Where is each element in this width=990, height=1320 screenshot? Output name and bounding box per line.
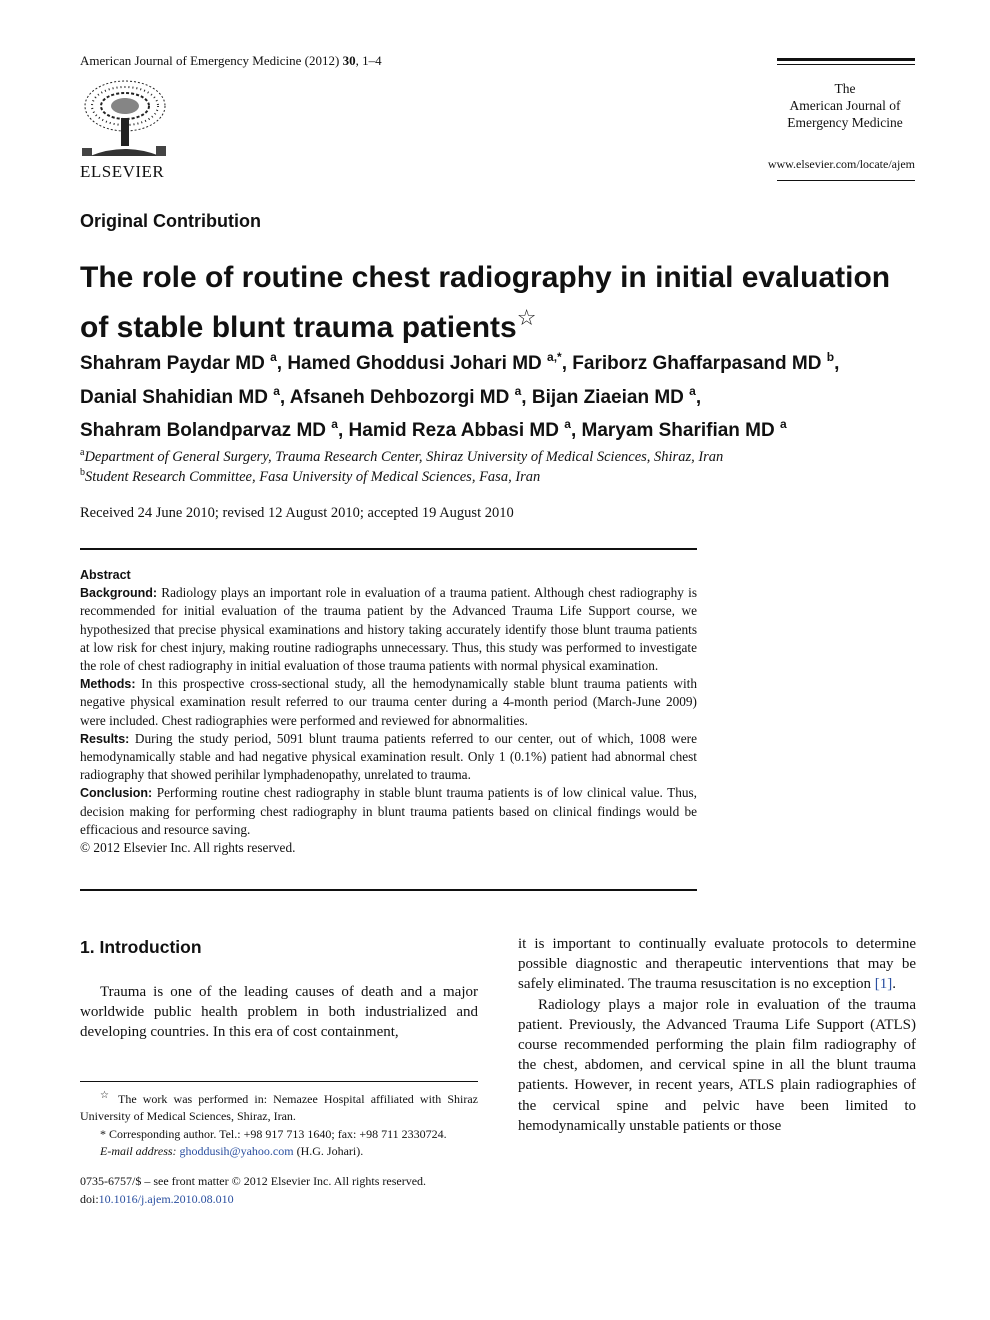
journal-name-line: Emergency Medicine bbox=[787, 115, 903, 130]
abstract-conclusion: Conclusion: Performing routine chest radiography in stable blunt trauma patients is of low clinical value. Thus, decision making for performing chest radiography in blunt trauma patients based on clinical findings would be efficacious and resource saving. bbox=[80, 785, 697, 837]
author[interactable]: Maryam Sharifian MD $^a$ bbox=[581, 417, 787, 441]
affiliation: $^b$Student Research Committee, Fasa University of Medical Sciences, Fasa, Iran bbox=[80, 467, 541, 485]
author[interactable]: Bijan Ziaeian MD $^a$ bbox=[531, 383, 696, 408]
elsevier-tree-logo bbox=[80, 78, 170, 160]
journal-name-line: American Journal of bbox=[789, 98, 901, 113]
article-title bbox=[80, 258, 920, 348]
author[interactable]: Afsaneh Dehbozorgi MD $^a$ bbox=[289, 383, 522, 408]
journal-name-line: The bbox=[834, 81, 856, 96]
article-history: Received 24 June 2010; revised 12 August 2010; accepted 19 August 2010 bbox=[80, 505, 514, 521]
body-paragraph: Radiology plays a major role in evaluation of the trauma patient. Previously, the Advanced Trauma Life Support (ATLS) course recommended performing the plain film radiography of the chest, abdomen, and cervical spine in all the blunt trauma patients. However, in recent years, ATLS plain radiographies of the cervical spine and pelvic have been limited to hemodynamically unstable patients or those bbox=[518, 996, 916, 1134]
footnote-star: ☆ The work was performed in: Nemazee Hospital affiliated with Shiraz University of Medical Sciences, Shiraz, Iran. bbox=[80, 1090, 479, 1124]
section-type: Original Contribution bbox=[80, 211, 261, 231]
footnote-email: E-mail address: ghoddusih@yahoo.com (H.G. Johari). bbox=[100, 1143, 364, 1158]
doi-line: doi:10.1016/j.ajem.2010.08.010 bbox=[80, 1191, 234, 1206]
abstract-methods: Methods: In this prospective cross-sectional study, all the hemodynamically stable blunt trauma patients with negative physical examination result referred to our trauma center during a 4-month period (March-June 2009) were included. Chest radiographies were performed and reviewed for abnormalities. bbox=[80, 676, 697, 728]
footnote-rule bbox=[80, 1081, 478, 1082]
header-rule bbox=[777, 180, 915, 181]
body-paragraph: Trauma is one of the leading causes of death and a major worldwide public health problem in both industrialized and developing countries. In this era of cost containment, bbox=[80, 984, 478, 1041]
author[interactable]: Shahram Bolandparvaz MD $^a$ bbox=[80, 417, 338, 441]
abstract-rule bbox=[80, 889, 697, 891]
body-paragraph: it is important to continually evaluate protocols to determine possible diagnostic and therapeutic interventions that may be safely eliminated. The trauma resuscitation is no exception [1]. bbox=[518, 936, 916, 993]
abstract-results: Results: During the study period, 5091 blunt trauma patients referred to our center, out of which, 1008 were hemodynamically stable and had negative physical examination result. Only 1 (0.1%) patient had abnormal chest radiography that showed perihilar lymphadenopathy, unrelated to trauma. bbox=[80, 730, 697, 783]
author[interactable]: Fariborz Ghaffarpasand MD $^b$ bbox=[572, 350, 835, 374]
header-rule bbox=[777, 58, 915, 61]
affiliation: $^a$Department of General Surgery, Trauma Research Center, Shiraz University of Medical Sciences, Shiraz, Iran bbox=[80, 447, 724, 465]
publisher-name: ELSEVIER bbox=[80, 162, 165, 181]
footnotes bbox=[80, 1087, 478, 1160]
front-matter bbox=[80, 1173, 480, 1208]
footnote-corresponding: * Corresponding author. Tel.: +98 917 713 1640; fax: +98 711 2330724. bbox=[100, 1126, 447, 1141]
abstract-heading: Abstract bbox=[80, 568, 131, 582]
section-heading-introduction: 1. Introduction bbox=[80, 937, 202, 957]
citation-journal: American Journal of Emergency Medicine (2012) bbox=[80, 53, 340, 68]
body-column-right bbox=[518, 934, 916, 1136]
journal-name-block bbox=[770, 80, 920, 131]
abstract-copyright: © 2012 Elsevier Inc. All rights reserved. bbox=[80, 840, 296, 856]
author-list: Shahram Paydar MD $^a$, Hamed Ghoddusi Johari MD $^{a,*}$, Fariborz Ghaffarpasand MD $^b$, Danial Shahidian MD $^a$, Afsaneh Dehbozorgi MD $^a$, Bijan Ziaeian MD $^a$, Shahram Bolandparvaz MD $^a$, Hamid Reza Abbasi MD $^a$, Maryam Sharifian MD $^a$ bbox=[80, 350, 840, 441]
header-rule bbox=[777, 64, 915, 65]
abstract-background: Background: Radiology plays an important role in evaluation of a trauma patient. Although chest radiography is recommended for initial evaluation of the trauma patient by the Advanced Trauma Life Support course, we hypothesized that precise physical examinations and history taking accurately identify those blunt trauma patients at low risk for chest injury, making routine radiographs unnecessary. Thus, this study was performed to investigate the role of chest radiography in initial evaluation of those trauma patients with normal physical examination. bbox=[80, 585, 697, 674]
journal-url[interactable]: www.elsevier.com/locate/ajem bbox=[767, 157, 915, 171]
doi-link[interactable]: 10.1016/j.ajem.2010.08.010 bbox=[98, 1191, 234, 1206]
citation-pages: , 1–4 bbox=[355, 53, 382, 68]
abstract bbox=[80, 566, 697, 857]
front-matter-line: 0735-6757/$ – see front matter © 2012 Elsevier Inc. All rights reserved. bbox=[80, 1174, 427, 1188]
title-footnote-star-icon[interactable]: ☆ bbox=[516, 305, 537, 330]
author[interactable]: Hamed Ghoddusi Johari MD $^{a,*}$ bbox=[287, 350, 562, 374]
body-column-left bbox=[80, 982, 478, 1043]
author[interactable]: Shahram Paydar MD $^a$ bbox=[80, 350, 277, 374]
citation-volume: 30 bbox=[342, 53, 356, 68]
author[interactable]: Danial Shahidian MD $^a$ bbox=[80, 383, 280, 408]
email-link[interactable]: ghoddusih@yahoo.com bbox=[179, 1143, 294, 1158]
article-title-text: The role of routine chest radiography in initial evaluation of stable blunt trauma patients bbox=[80, 261, 891, 344]
reference-link[interactable]: [1] bbox=[874, 976, 893, 993]
journal-citation bbox=[80, 53, 382, 69]
star-icon: ☆ bbox=[100, 1090, 113, 1101]
author[interactable]: Hamid Reza Abbasi MD $^a$ bbox=[348, 417, 571, 441]
abstract-rule bbox=[80, 548, 697, 550]
